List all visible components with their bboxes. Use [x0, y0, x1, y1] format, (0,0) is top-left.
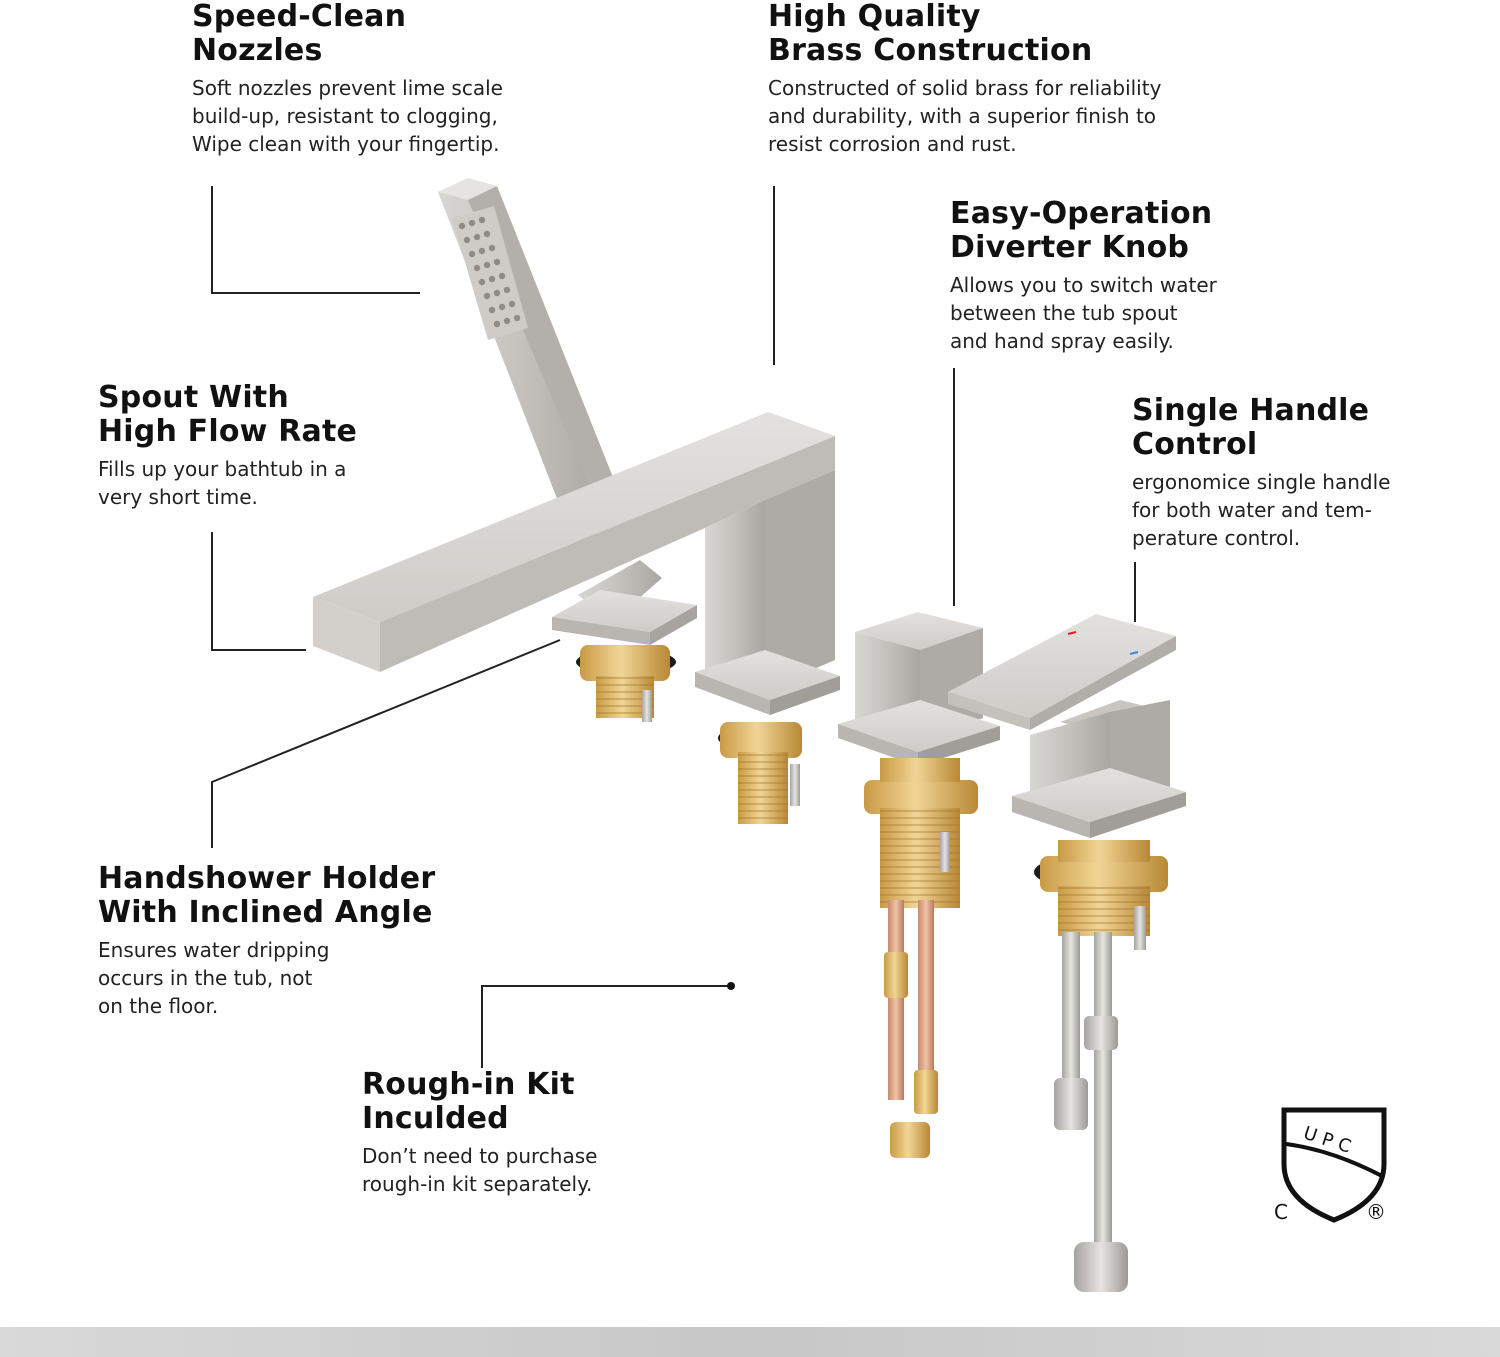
feature-rough-in-kit: [362, 1068, 597, 1198]
feature-description: ergonomice single handle for both water and tem- perature control.: [1132, 470, 1391, 550]
feature-title: High Quality Brass Construction: [768, 0, 1093, 68]
feature-title: Easy-Operation Diverter Knob: [950, 196, 1213, 265]
feature-description: Constructed of solid brass for reliability and durability, with a superior finish to resist corrosion and rust.: [768, 76, 1162, 156]
feature-description: Don’t need to purchase rough-in kit separately.: [362, 1144, 598, 1196]
feature-single-handle: [1132, 394, 1390, 552]
leader-holder: [212, 640, 560, 848]
bottom-band: [0, 1327, 1500, 1357]
feature-spout-flow-rate: [98, 381, 357, 511]
cupc-certification-mark: [1268, 1104, 1396, 1228]
leader-roughin: [482, 986, 730, 1068]
feature-title: Rough-in Kit Inculded: [362, 1067, 575, 1136]
feature-title: Handshower Holder With Inclined Angle: [98, 861, 436, 930]
cert-registered-symbol: ®: [1366, 1200, 1386, 1224]
holder-base: [552, 590, 697, 722]
feature-brass-construction: [768, 0, 1161, 158]
single-handle-valve: [948, 614, 1186, 1292]
feature-title: Single Handle Control: [1132, 393, 1370, 462]
feature-description: Ensures water dripping occurs in the tub, not on the floor.: [98, 938, 330, 1018]
feature-description: Soft nozzles prevent lime scale build-up, resistant to clogging, Wipe clean with your fingertip.: [192, 76, 503, 156]
feature-diverter-knob: [950, 197, 1217, 355]
cert-mark-text: UPC: [1300, 1122, 1360, 1160]
cert-left-label: C: [1274, 1200, 1288, 1224]
feature-speed-clean-nozzles: [192, 0, 503, 158]
feature-description: Allows you to switch water between the tub spout and hand spray easily.: [950, 273, 1217, 353]
leader-nozzles: [212, 186, 420, 293]
feature-handshower-holder: [98, 862, 435, 1020]
leader-roughin-dot: [727, 982, 735, 990]
feature-description: Fills up your bathtub in a very short time.: [98, 457, 347, 509]
feature-title: Spout With High Flow Rate: [98, 380, 358, 449]
leader-spout: [212, 532, 306, 650]
feature-title: Speed-Clean Nozzles: [192, 0, 407, 68]
